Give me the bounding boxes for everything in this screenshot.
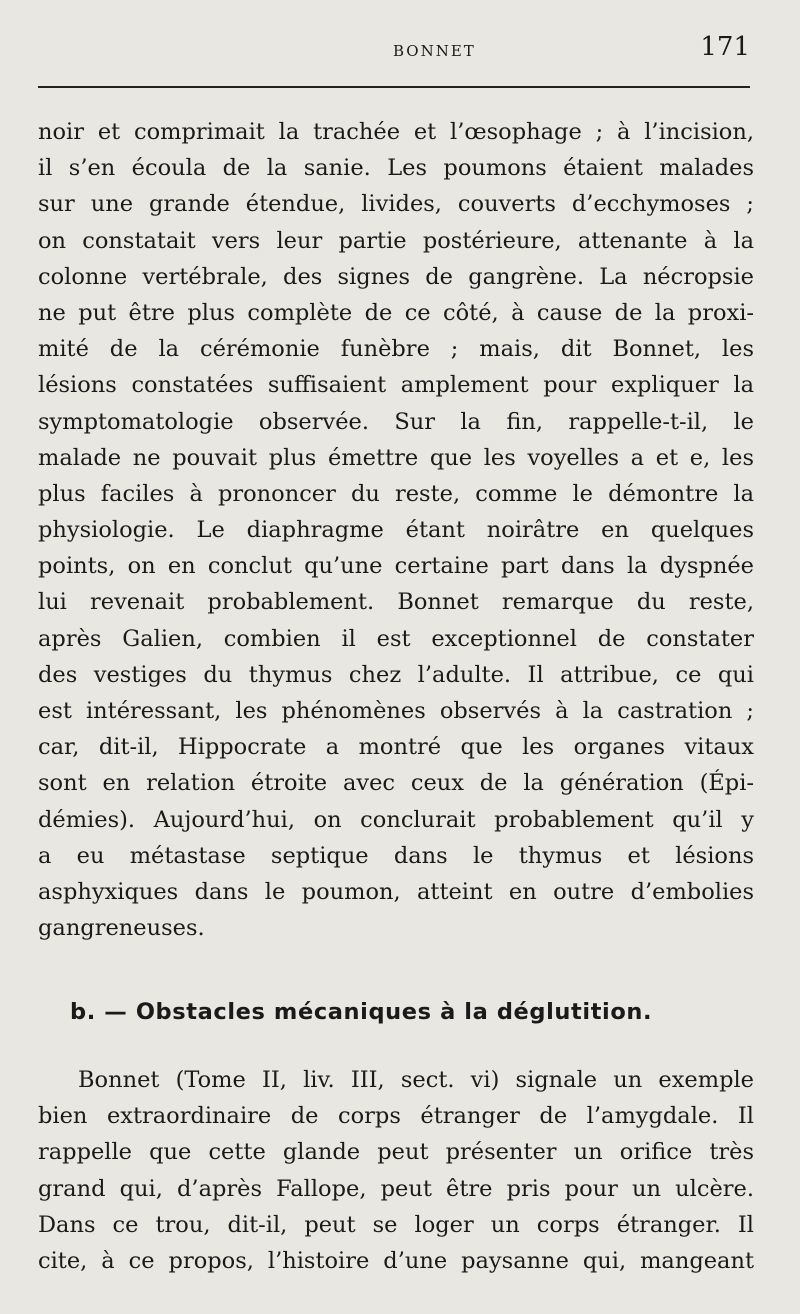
text-line: points, on en conclut qu’une certaine part dans la dyspnée — [38, 553, 754, 580]
text-line: mité de la cérémonie funèbre ; mais, dit Bonnet, les — [38, 336, 754, 363]
text-line: démies). Aujourd’hui, on conclurait probablement qu’il y — [38, 806, 754, 833]
page-number: 171 — [700, 32, 750, 62]
text-line: Bonnet (Tome II, liv. III, sect. vi) signale un exemple — [78, 1067, 754, 1093]
text-line: colonne vertébrale, des signes de gangrène. La nécropsie — [38, 263, 754, 290]
text-line: cite, à ce propos, l’histoire d’une paysanne qui, mangeant — [38, 1247, 754, 1274]
text-line: lui revenait probablement. Bonnet remarque du reste, — [38, 589, 754, 616]
text-line: sur une grande étendue, livides, couverts d’ecchymoses ; — [38, 191, 754, 218]
text-line: sont en relation étroite avec ceux de la génération (Épi- — [38, 770, 754, 797]
section-heading: b. — Obstacles mécaniques à la déglutition. — [70, 999, 653, 1025]
text-line: Dans ce trou, dit-il, peut se loger un corps étranger. Il — [38, 1211, 754, 1238]
text-line: physiologie. Le diaphragme étant noirâtre en quelques — [38, 517, 754, 544]
text-line: ne put être plus complète de ce côté, à cause de la proxi- — [38, 299, 754, 326]
page-header — [38, 30, 750, 64]
text-line: est intéressant, les phénomènes observés à la castration ; — [38, 698, 754, 724]
text-line: grand qui, d’après Fallope, peut être pris pour un ulcère. — [38, 1175, 754, 1202]
text-line: gangreneuses. — [38, 915, 205, 942]
text-line: car, dit-il, Hippocrate a montré que les organes vitaux — [38, 734, 754, 761]
paragraph-1 — [38, 114, 754, 946]
text-line: noir et comprimait la trachée et l’œsophage ; à l’incision, — [38, 119, 754, 145]
paragraph-2 — [38, 1062, 754, 1279]
running-head: BONNET — [393, 42, 476, 60]
text-line: il s’en écoula de la sanie. Les poumons étaient malades — [38, 155, 754, 182]
text-line: on constatait vers leur partie postérieure, attenante à la — [38, 227, 754, 254]
text-line: malade ne pouvait plus émettre que les voyelles a et e, les — [38, 444, 754, 471]
text-line: symptomatologie observée. Sur la fin, rappelle-t-il, le — [38, 408, 754, 435]
text-line: après Galien, combien il est exceptionnel de constater — [38, 625, 754, 652]
text-line: bien extraordinaire de corps étranger de l’amygdale. Il — [38, 1103, 754, 1130]
text-line: a eu métastase septique dans le thymus et lésions — [38, 842, 754, 869]
text-line: lésions constatées suffisaient amplement pour expliquer la — [38, 372, 754, 399]
text-line: plus faciles à prononcer du reste, comme le démontre la — [38, 480, 754, 507]
text-line: rappelle que cette glande peut présenter un orifice très — [38, 1139, 754, 1166]
text-line: asphyxiques dans le poumon, atteint en outre d’embolies — [38, 878, 754, 905]
text-line: des vestiges du thymus chez l’adulte. Il attribue, ce qui — [38, 661, 754, 688]
header-rule — [38, 86, 750, 88]
